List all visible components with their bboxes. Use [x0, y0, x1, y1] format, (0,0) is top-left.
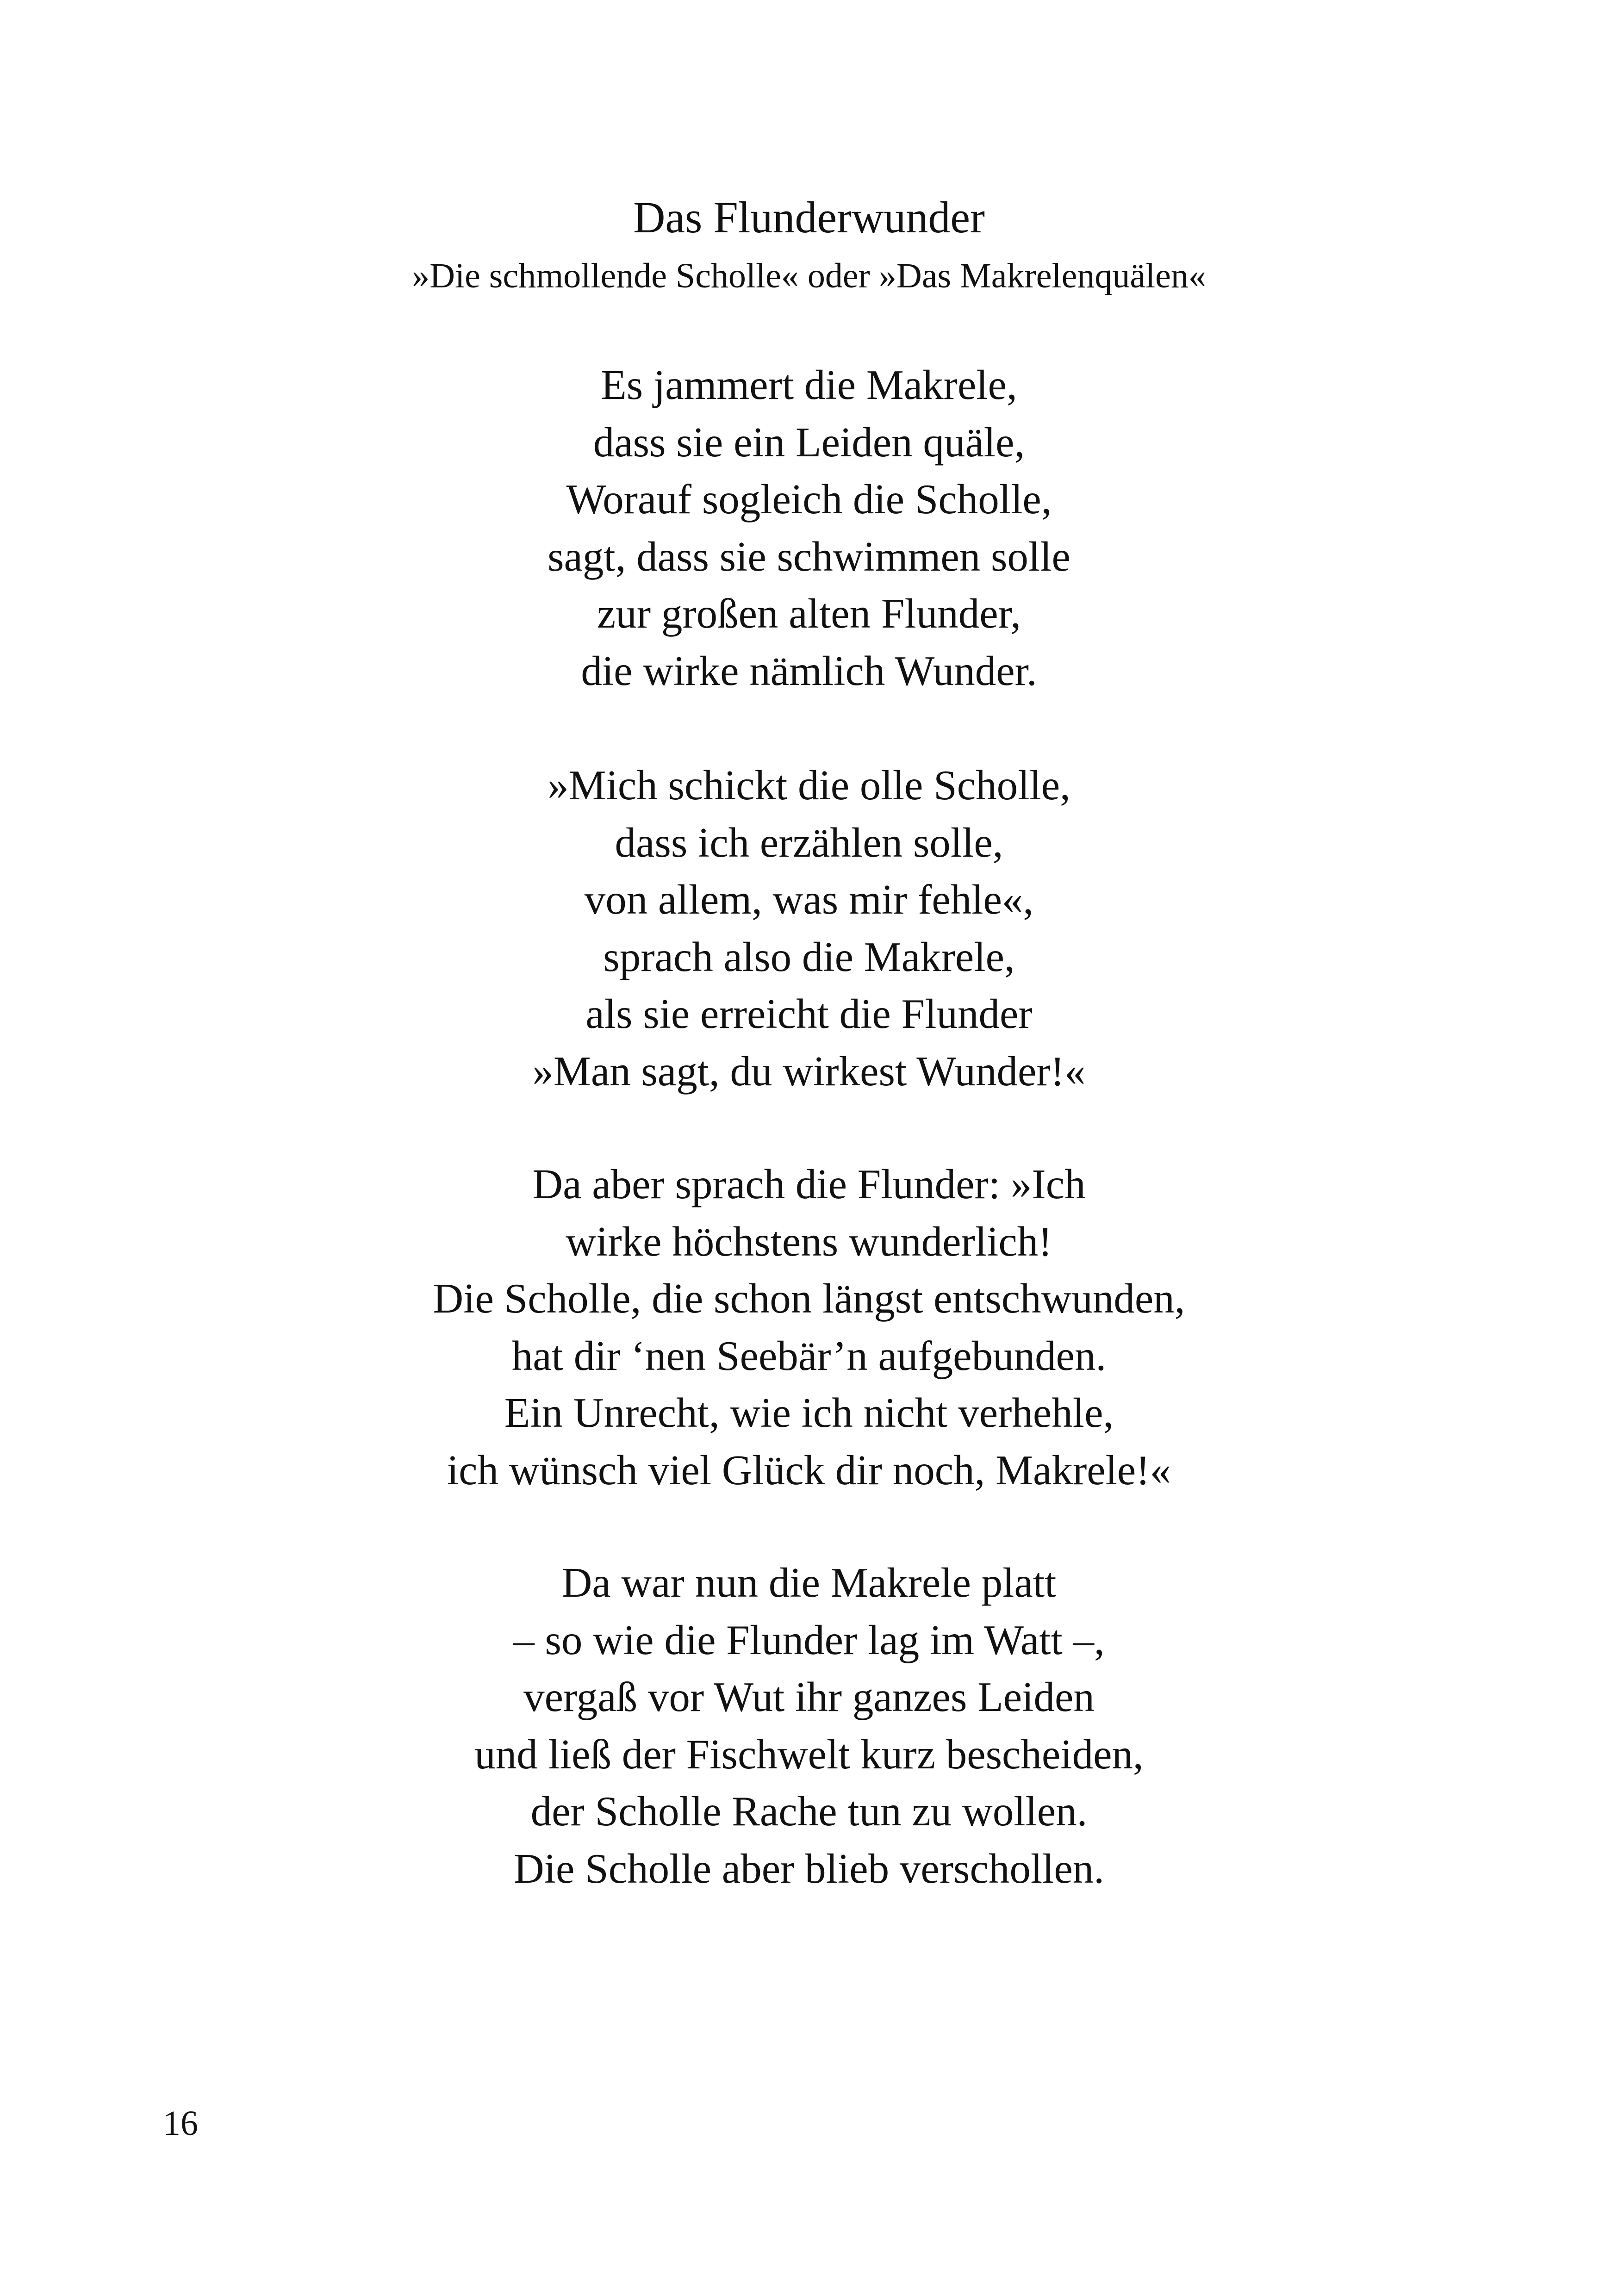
poem-line: als sie erreicht die Flunder — [585, 990, 1033, 1037]
poem-line: »Mich schickt die olle Scholle, — [548, 762, 1070, 809]
poem-line: und ließ der Fischwelt kurz bescheiden, — [474, 1730, 1144, 1778]
poem-line: ich wünsch viel Glück dir noch, Makrele!« — [447, 1446, 1171, 1493]
poem-line: »Man sagt, du wirkest Wunder!« — [532, 1047, 1086, 1095]
stanza-4 — [0, 1554, 1618, 1897]
poem-line: zur großen alten Flunder, — [597, 590, 1021, 637]
poem-line: dass ich erzählen solle, — [615, 819, 1003, 866]
poem-line: die wirke nämlich Wunder. — [581, 647, 1037, 694]
poem-line: vergaß vor Wut ihr ganzes Leiden — [523, 1674, 1095, 1720]
stanza-2 — [0, 757, 1618, 1100]
poem-title: Das Flunderwunder — [633, 193, 985, 242]
poem-line: Da war nun die Makrele platt — [561, 1559, 1057, 1606]
poem-line: Es jammert die Makrele, — [601, 361, 1017, 408]
poem-line: Worauf sogleich die Scholle, — [566, 476, 1052, 523]
poem-line: sprach also die Makrele, — [603, 933, 1015, 980]
poem-line: Da aber sprach die Flunder: »Ich — [532, 1161, 1086, 1207]
page-number: 16 — [163, 2104, 198, 2143]
poem-line: Ein Unrecht, wie ich nicht verhehle, — [504, 1389, 1114, 1436]
poem-subtitle: »Die schmollende Scholle« oder »Das Makrelenquälen« — [412, 256, 1206, 295]
poem-line: wirke höchstens wunderlich! — [566, 1218, 1052, 1265]
poem-line: dass sie ein Leiden quäle, — [593, 418, 1025, 466]
poem-line: sagt, dass sie schwimmen solle — [548, 533, 1070, 580]
poem-line: der Scholle Rache tun zu wollen. — [530, 1788, 1088, 1835]
poem-line: Die Scholle, die schon längst entschwunden, — [433, 1275, 1185, 1322]
poem-line: – so wie die Flunder lag im Watt –, — [513, 1616, 1105, 1663]
stanza-1 — [0, 356, 1618, 699]
poem-line: hat dir ‘nen Seebär’n aufgebunden. — [511, 1332, 1107, 1379]
stanza-3 — [0, 1156, 1618, 1499]
poem-line: von allem, was mir fehle«, — [584, 876, 1034, 923]
poem-line: Die Scholle aber blieb verschollen. — [513, 1845, 1105, 1892]
